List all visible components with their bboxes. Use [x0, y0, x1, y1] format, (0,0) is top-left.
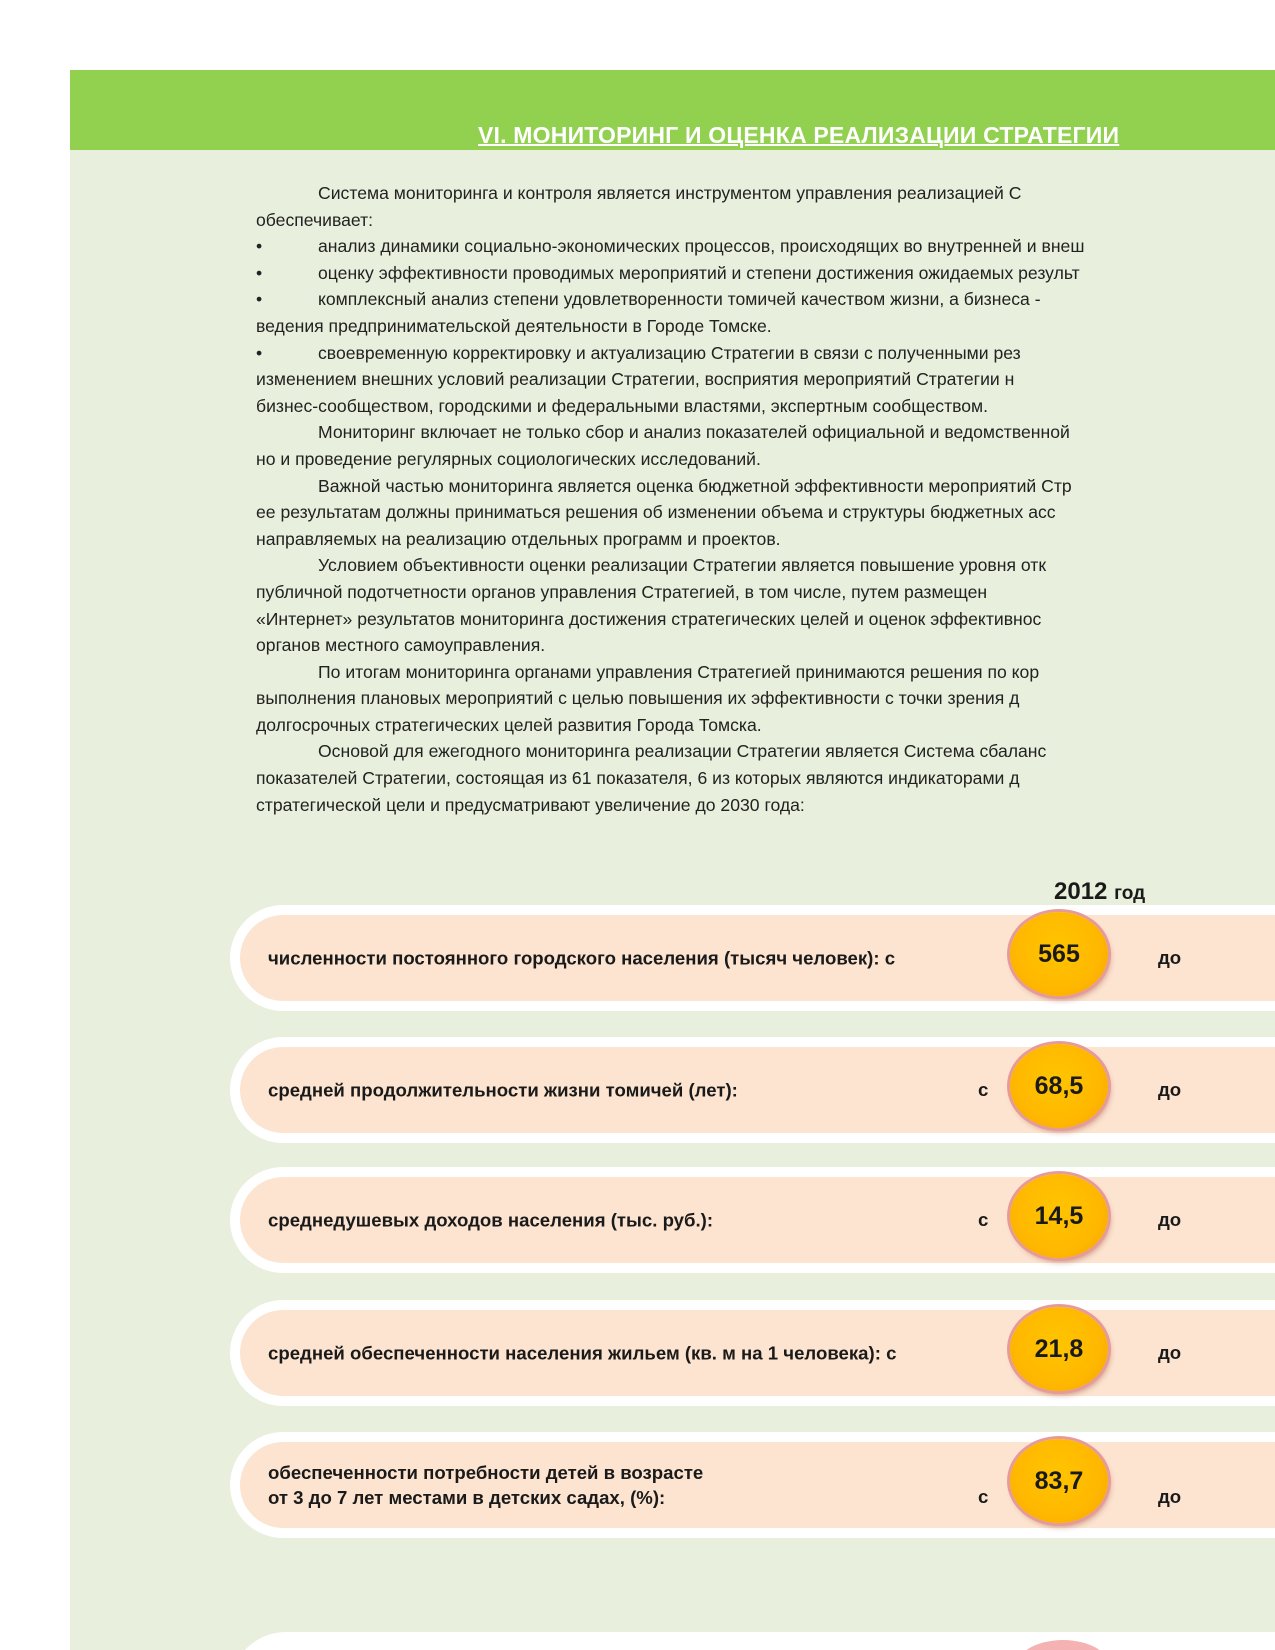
indicator-label-line: численности постоянного городского населения (тысяч человек): с	[268, 947, 896, 969]
body-line: направляемых на реализацию отдельных программ и проектов.	[256, 528, 781, 549]
indicator-row-fill	[240, 1177, 1275, 1263]
body-line: изменением внешних условий реализации Стратегии, восприятия мероприятий Стратегии н	[256, 369, 1015, 390]
indicator-label-line: среднедушевых доходов населения (тыс. руб.):	[268, 1209, 714, 1231]
bullet-marker: •	[256, 236, 263, 257]
indicator-row-fill	[240, 1310, 1275, 1396]
indicator-row	[230, 1037, 1275, 1143]
indicator-label	[268, 1208, 988, 1233]
indicator-label	[268, 1460, 988, 1510]
year-unit: год	[1114, 883, 1146, 904]
indicator-value-circle: 14,5	[1010, 1174, 1108, 1258]
body-line: показателей Стратегии, состоящая из 61 показателя, 6 из которых являются индикаторами д	[256, 768, 1020, 789]
body-line: обеспечивает:	[256, 209, 374, 230]
indicator-row	[230, 1432, 1275, 1538]
bullet-text: анализ динамики социально-экономических процессов, происходящих во внутренней и внеш	[318, 236, 1085, 257]
body-line: «Интернет» результатов мониторинга достижения стратегических целей и оценок эффективнос	[256, 608, 1042, 629]
section-title: VI. МОНИТОРИНГ И ОЦЕНКА РЕАЛИЗАЦИИ СТРАТЕГИИ	[478, 122, 1120, 148]
body-line: публичной подотчетности органов управления Стратегией, в том числе, путем размещен	[256, 581, 988, 602]
bullet-text: оценку эффективности проводимых мероприятий и степени достижения ожидаемых результ	[318, 262, 1080, 283]
bullet-text: своевременную корректировку и актуализацию Стратегии в связи с полученными рез	[318, 342, 1021, 363]
indicator-label	[268, 946, 988, 971]
indicator-label-line: от 3 до 7 лет местами в детских садах, (%):	[268, 1487, 666, 1508]
bullet-text: комплексный анализ степени удовлетворенности томичей качеством жизни, а бизнеса -	[318, 289, 1041, 310]
indicator-row-fill	[240, 1047, 1275, 1133]
indicator-list	[70, 70, 1275, 1650]
body-line: ее результатам должны приниматься решения об изменении объема и структуры бюджетных асс	[256, 502, 1056, 523]
indicator-value-circle: 68,5	[1010, 1044, 1108, 1128]
indicator-label-line: средней обеспеченности населения жильем (кв. м на 1 человека): с	[268, 1342, 897, 1364]
bullet-marker: •	[256, 342, 263, 363]
indicator-value-circle: 83,7	[1010, 1439, 1108, 1523]
body-line: органов местного самоуправления.	[256, 635, 546, 656]
indicator-to: до	[1158, 1486, 1182, 1508]
body-line: Мониторинг включает не только сбор и анализ показателей официальной и ведомственной	[318, 422, 1070, 443]
indicator-value-circle: 21,8	[1010, 1307, 1108, 1391]
body-line: стратегической цели и предусматривают увеличение до 2030 года:	[256, 794, 805, 815]
indicator-row	[230, 1167, 1275, 1273]
indicator-from: с	[978, 1486, 989, 1508]
body-line: По итогам мониторинга органами управления Стратегией принимаются решения по кор	[318, 661, 1040, 682]
indicator-to: до	[1158, 1209, 1182, 1230]
body-line: но и проведение регулярных социологических исследований.	[256, 448, 761, 469]
bullet-marker: •	[256, 262, 263, 283]
body-line: ведения предпринимательской деятельности в Городе Томске.	[256, 315, 772, 336]
body-line: бизнес-сообществом, городскими и федеральными властями, экспертным сообществом.	[256, 395, 989, 416]
indicator-to: до	[1158, 1079, 1182, 1100]
indicator-to: до	[1158, 1342, 1182, 1363]
indicator-row-fill	[240, 1442, 1275, 1528]
indicator-label-line: обеспеченности потребности детей в возрасте	[268, 1462, 704, 1483]
body-line: Основой для ежегодного мониторинга реализации Стратегии является Система сбаланс	[318, 741, 1047, 762]
indicator-row	[230, 905, 1275, 1011]
body-line: выполнения плановых мероприятий с целью повышения их эффективности с точки зрения д	[256, 688, 1020, 709]
year-value: 2012	[1054, 878, 1108, 905]
bullet-marker: •	[256, 289, 263, 310]
body-line: Важной частью мониторинга является оценка бюджетной эффективности мероприятий Стр	[318, 475, 1072, 496]
body-line: Система мониторинга и контроля является инструментом управления реализацией С	[318, 183, 1022, 203]
indicator-value-circle: 565	[1010, 912, 1108, 996]
indicator-row	[230, 1300, 1275, 1406]
indicator-label	[268, 1341, 988, 1366]
indicator-from: с	[978, 1209, 989, 1230]
indicator-from: с	[978, 1079, 989, 1100]
indicator-row-partial	[230, 1632, 1275, 1650]
indicator-row-fill	[240, 915, 1275, 1001]
body-line: Условием объективности оценки реализации Стратегии является повышение уровня отк	[318, 555, 1047, 576]
indicator-label	[268, 1078, 988, 1103]
indicator-to: до	[1158, 947, 1182, 968]
body-line: долгосрочных стратегических целей развития Города Томска.	[256, 714, 762, 735]
document-page	[70, 70, 1275, 1650]
indicator-label-line: средней продолжительности жизни томичей (лет):	[268, 1079, 738, 1101]
